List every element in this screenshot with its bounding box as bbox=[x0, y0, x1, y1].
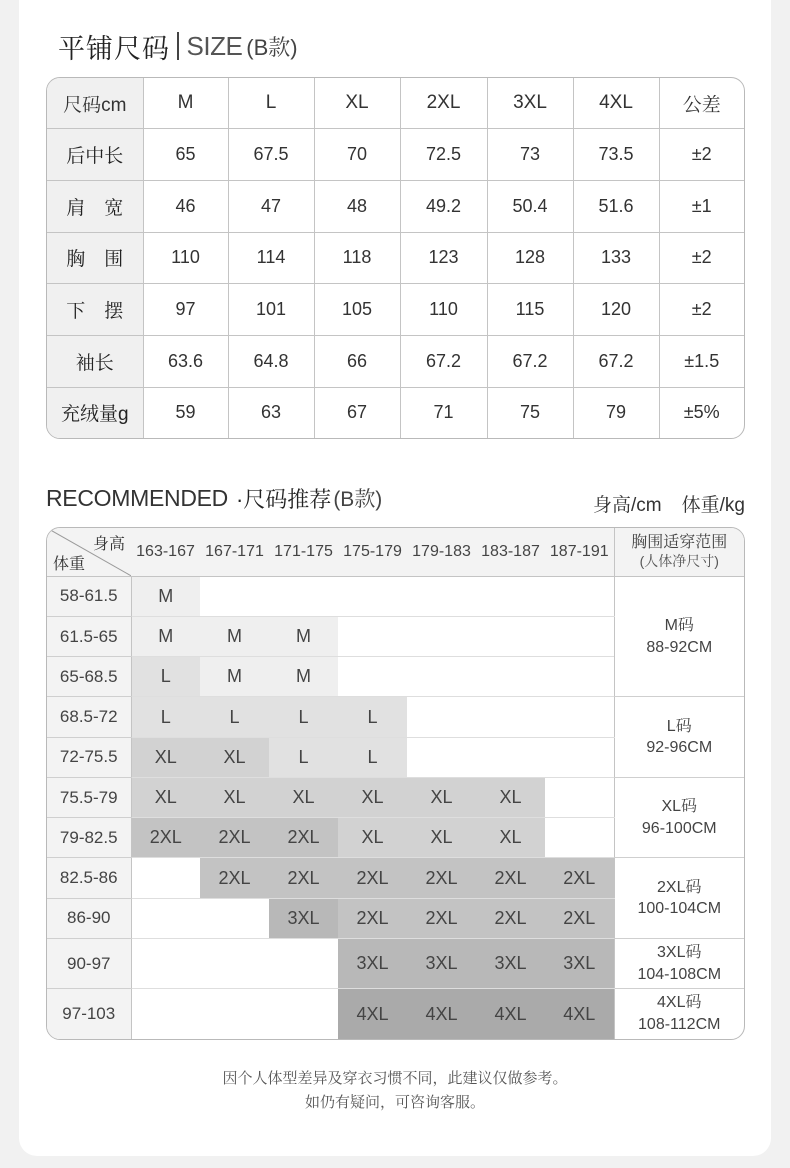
range-size-label: XL码 bbox=[661, 798, 698, 816]
flat-size-row bbox=[47, 232, 744, 284]
size-recommendation-cell: 2XL bbox=[338, 898, 407, 938]
empty-cell bbox=[269, 938, 338, 988]
measurement-value: 72.5 bbox=[400, 129, 487, 181]
size-recommendation-cell: 2XL bbox=[269, 858, 338, 898]
empty-cell bbox=[545, 657, 614, 697]
recommend-title bbox=[46, 482, 382, 514]
size-recommendation-cell: 2XL bbox=[545, 898, 614, 938]
empty-cell bbox=[131, 858, 200, 898]
measurement-value: 63 bbox=[228, 387, 314, 438]
size-recommendation-cell: XL bbox=[131, 737, 200, 777]
empty-cell bbox=[476, 737, 545, 777]
tolerance-cell: ±1.5 bbox=[659, 336, 744, 388]
empty-cell bbox=[131, 898, 200, 938]
weight-cell: 97-103 bbox=[47, 989, 131, 1039]
height-header-cell: 163-167 bbox=[131, 528, 200, 576]
size-header-cell: 4XL bbox=[573, 78, 659, 129]
measurement-value: 67.2 bbox=[487, 336, 573, 388]
recommend-row bbox=[47, 576, 744, 616]
size-recommendation-cell: 3XL bbox=[545, 938, 614, 988]
measurement-label: 下 摆 bbox=[47, 284, 143, 336]
tolerance-cell: ±2 bbox=[659, 129, 744, 181]
size-recommendation-cell: L bbox=[269, 697, 338, 737]
size-header-cell: 公差 bbox=[659, 78, 744, 129]
weight-cell: 82.5-86 bbox=[47, 858, 131, 898]
measurement-value: 115 bbox=[487, 284, 573, 336]
empty-cell bbox=[407, 697, 476, 737]
unit-height: 身高/cm bbox=[593, 494, 662, 516]
tolerance-cell: ±1 bbox=[659, 180, 744, 232]
measurement-value: 63.6 bbox=[143, 336, 228, 388]
empty-cell bbox=[200, 938, 269, 988]
measurement-value: 47 bbox=[228, 180, 314, 232]
range-header-cell bbox=[614, 528, 744, 576]
flat-size-title-variant: (B款) bbox=[246, 34, 298, 60]
recommend-row bbox=[47, 938, 744, 988]
tolerance-cell: ±2 bbox=[659, 284, 744, 336]
range-header-sub: (人体净尺寸) bbox=[639, 553, 719, 570]
disclaimer-line-1: 因个人体型差异及穿衣习惯不同，此建议仅做参考。 bbox=[222, 1070, 568, 1087]
weight-cell: 68.5-72 bbox=[47, 697, 131, 737]
measurement-value: 67.2 bbox=[400, 336, 487, 388]
flat-size-table bbox=[46, 77, 745, 439]
size-recommendation-cell: XL bbox=[269, 777, 338, 817]
size-recommendation-cell: XL bbox=[407, 818, 476, 858]
size-recommendation-cell: M bbox=[131, 576, 200, 616]
measurement-label: 充绒量g bbox=[47, 387, 143, 438]
empty-cell bbox=[545, 777, 614, 817]
recommend-title-en: RECOMMENDED bbox=[46, 484, 228, 511]
measurement-value: 59 bbox=[143, 387, 228, 438]
range-size-label: L码 bbox=[666, 717, 692, 735]
flat-size-header-row bbox=[47, 78, 744, 129]
chest-range-cell bbox=[614, 697, 744, 777]
range-value: 104-108CM bbox=[637, 965, 722, 983]
measurement-value: 120 bbox=[573, 284, 659, 336]
measurement-value: 70 bbox=[314, 129, 400, 181]
empty-cell bbox=[476, 657, 545, 697]
disclaimer-line-2: 如仍有疑问，可咨询客服。 bbox=[304, 1094, 485, 1111]
empty-cell bbox=[407, 617, 476, 657]
empty-cell bbox=[545, 697, 614, 737]
measurement-value: 110 bbox=[400, 284, 487, 336]
measurement-value: 73 bbox=[487, 129, 573, 181]
height-header-cell: 167-171 bbox=[200, 528, 269, 576]
measurement-label: 肩 宽 bbox=[47, 180, 143, 232]
recommend-title-variant: (B款) bbox=[333, 488, 383, 511]
size-recommendation-cell: L bbox=[131, 697, 200, 737]
size-recommendation-cell: XL bbox=[338, 818, 407, 858]
range-size-label: 4XL码 bbox=[657, 994, 702, 1012]
flat-size-title-zh: 平铺尺码 bbox=[58, 33, 170, 64]
measurement-value: 67.2 bbox=[573, 336, 659, 388]
size-recommendation-cell: 2XL bbox=[476, 898, 545, 938]
weight-cell: 58-61.5 bbox=[47, 576, 131, 616]
size-recommendation-cell: XL bbox=[476, 818, 545, 858]
measurement-value: 123 bbox=[400, 232, 487, 284]
measurement-value: 73.5 bbox=[573, 129, 659, 181]
size-recommendation-cell: L bbox=[338, 737, 407, 777]
empty-cell bbox=[407, 576, 476, 616]
empty-cell bbox=[545, 737, 614, 777]
header-label-cell: 尺码cm bbox=[47, 78, 143, 129]
measurement-value: 75 bbox=[487, 387, 573, 438]
empty-cell bbox=[269, 989, 338, 1039]
measurement-value: 46 bbox=[143, 180, 228, 232]
size-recommendation-cell: 3XL bbox=[338, 938, 407, 988]
tolerance-cell: ±5% bbox=[683, 402, 720, 423]
recommend-row bbox=[47, 777, 744, 817]
weight-cell: 75.5-79 bbox=[47, 777, 131, 817]
size-header-cell: 3XL bbox=[487, 78, 573, 129]
disclaimer-note bbox=[0, 1067, 790, 1115]
recommend-row bbox=[47, 697, 744, 737]
size-recommendation-cell: 2XL bbox=[545, 858, 614, 898]
measurement-value: 65 bbox=[143, 129, 228, 181]
size-recommendation-cell: M bbox=[269, 617, 338, 657]
range-size-label: M码 bbox=[664, 617, 694, 635]
weight-cell: 61.5-65 bbox=[47, 617, 131, 657]
weight-cell: 72-75.5 bbox=[47, 737, 131, 777]
recommend-row bbox=[47, 989, 744, 1039]
flat-size-row bbox=[47, 129, 744, 181]
range-value: 100-104CM bbox=[637, 900, 722, 918]
size-recommendation-cell: 2XL bbox=[131, 818, 200, 858]
height-header-cell: 175-179 bbox=[338, 528, 407, 576]
empty-cell bbox=[269, 576, 338, 616]
measurement-value: 133 bbox=[573, 232, 659, 284]
measurement-label: 袖长 bbox=[47, 336, 143, 388]
size-recommendation-cell: XL bbox=[476, 777, 545, 817]
range-size-label: 3XL码 bbox=[657, 943, 702, 961]
size-recommendation-cell: XL bbox=[407, 777, 476, 817]
size-recommendation-cell: XL bbox=[200, 777, 269, 817]
measurement-label: 后中长 bbox=[47, 129, 143, 181]
empty-cell bbox=[338, 576, 407, 616]
units-legend bbox=[593, 490, 745, 516]
size-recommendation-cell: 2XL bbox=[200, 858, 269, 898]
empty-cell bbox=[200, 576, 269, 616]
empty-cell bbox=[545, 818, 614, 858]
range-value: 92-96CM bbox=[646, 739, 713, 757]
empty-cell bbox=[131, 938, 200, 988]
measurement-value: 64.8 bbox=[228, 336, 314, 388]
size-recommendation-cell: 2XL bbox=[407, 898, 476, 938]
size-recommendation-cell: M bbox=[131, 617, 200, 657]
size-recommendation-cell: 2XL bbox=[200, 818, 269, 858]
recommend-header-row bbox=[47, 528, 744, 576]
measurement-value: 114 bbox=[228, 232, 314, 284]
size-recommendation-cell: 4XL bbox=[545, 989, 614, 1039]
height-header-cell: 187-191 bbox=[545, 528, 614, 576]
chest-range-cell bbox=[614, 989, 744, 1039]
chest-range-cell bbox=[614, 858, 744, 938]
empty-cell bbox=[200, 898, 269, 938]
range-value: 108-112CM bbox=[638, 1016, 721, 1034]
flat-size-row bbox=[47, 387, 744, 438]
size-recommendation-cell: XL bbox=[131, 777, 200, 817]
size-header-cell: L bbox=[228, 78, 314, 129]
size-recommendation-cell: M bbox=[200, 617, 269, 657]
flat-size-row bbox=[47, 284, 744, 336]
flat-size-title bbox=[58, 28, 298, 64]
measurement-value: 67 bbox=[314, 387, 400, 438]
chest-range-cell bbox=[614, 576, 744, 697]
range-header-label: 胸围适穿范围 bbox=[631, 534, 728, 552]
measurement-value: 97 bbox=[143, 284, 228, 336]
size-header-cell: 2XL bbox=[400, 78, 487, 129]
chest-range-cell bbox=[614, 938, 744, 988]
empty-cell bbox=[476, 697, 545, 737]
title-separator bbox=[177, 32, 179, 60]
measurement-value: 110 bbox=[143, 232, 228, 284]
measurement-value: 49.2 bbox=[400, 180, 487, 232]
measurement-value: 128 bbox=[487, 232, 573, 284]
size-recommendation-cell: 2XL bbox=[407, 858, 476, 898]
measurement-value: 48 bbox=[314, 180, 400, 232]
empty-cell bbox=[545, 576, 614, 616]
corner-weight-label: 体重 bbox=[53, 555, 86, 573]
size-header-cell: M bbox=[143, 78, 228, 129]
size-recommendation-cell: 2XL bbox=[338, 858, 407, 898]
weight-cell: 86-90 bbox=[47, 898, 131, 938]
size-recommendation-cell: L bbox=[131, 657, 200, 697]
measurement-value: 67.5 bbox=[228, 129, 314, 181]
weight-cell: 90-97 bbox=[47, 938, 131, 988]
measurement-value: 105 bbox=[314, 284, 400, 336]
size-recommendation-cell: XL bbox=[200, 737, 269, 777]
size-recommendation-cell: 4XL bbox=[407, 989, 476, 1039]
empty-cell bbox=[407, 737, 476, 777]
size-recommendation-cell: 2XL bbox=[269, 818, 338, 858]
measurement-label: 胸 围 bbox=[47, 232, 143, 284]
size-recommendation-cell: 3XL bbox=[407, 938, 476, 988]
recommend-row bbox=[47, 858, 744, 898]
flat-size-row bbox=[47, 180, 744, 232]
range-size-label: 2XL码 bbox=[657, 878, 702, 896]
size-header-cell: XL bbox=[314, 78, 400, 129]
recommend-table bbox=[46, 527, 745, 1040]
empty-cell bbox=[338, 657, 407, 697]
empty-cell bbox=[545, 617, 614, 657]
empty-cell bbox=[338, 617, 407, 657]
size-recommendation-cell: 4XL bbox=[476, 989, 545, 1039]
measurement-value: 50.4 bbox=[487, 180, 573, 232]
empty-cell bbox=[200, 989, 269, 1039]
measurement-value: 118 bbox=[314, 232, 400, 284]
size-recommendation-cell: M bbox=[200, 657, 269, 697]
range-value: 88-92CM bbox=[646, 638, 713, 656]
size-recommendation-cell: 4XL bbox=[338, 989, 407, 1039]
height-header-cell: 179-183 bbox=[407, 528, 476, 576]
empty-cell bbox=[476, 617, 545, 657]
empty-cell bbox=[407, 657, 476, 697]
measurement-value: 51.6 bbox=[573, 180, 659, 232]
measurement-value: 66 bbox=[314, 336, 400, 388]
empty-cell bbox=[476, 576, 545, 616]
flat-size-row bbox=[47, 336, 744, 388]
empty-cell bbox=[131, 989, 200, 1039]
flat-size-title-en: SIZE bbox=[186, 30, 243, 61]
measurement-value: 71 bbox=[400, 387, 487, 438]
size-recommendation-cell: XL bbox=[338, 777, 407, 817]
recommend-title-zh: ·尺码推荐 bbox=[235, 486, 332, 512]
weight-cell: 65-68.5 bbox=[47, 657, 131, 697]
unit-weight: 体重/kg bbox=[681, 494, 745, 516]
height-header-cell: 171-175 bbox=[269, 528, 338, 576]
tolerance-cell: ±2 bbox=[659, 232, 744, 284]
size-recommendation-cell: M bbox=[269, 657, 338, 697]
size-recommendation-cell: L bbox=[200, 697, 269, 737]
weight-cell: 79-82.5 bbox=[47, 818, 131, 858]
size-recommendation-cell: 2XL bbox=[476, 858, 545, 898]
range-value: 96-100CM bbox=[641, 819, 717, 837]
measurement-value: 79 bbox=[573, 387, 659, 438]
size-recommendation-cell: L bbox=[338, 697, 407, 737]
height-header-cell: 183-187 bbox=[476, 528, 545, 576]
measurement-value: 101 bbox=[228, 284, 314, 336]
size-recommendation-cell: 3XL bbox=[269, 898, 338, 938]
corner-height-label: 身高 bbox=[92, 536, 125, 553]
chest-range-cell bbox=[614, 777, 744, 857]
size-recommendation-cell: L bbox=[269, 737, 338, 777]
size-recommendation-cell: 3XL bbox=[476, 938, 545, 988]
corner-cell bbox=[47, 528, 131, 576]
